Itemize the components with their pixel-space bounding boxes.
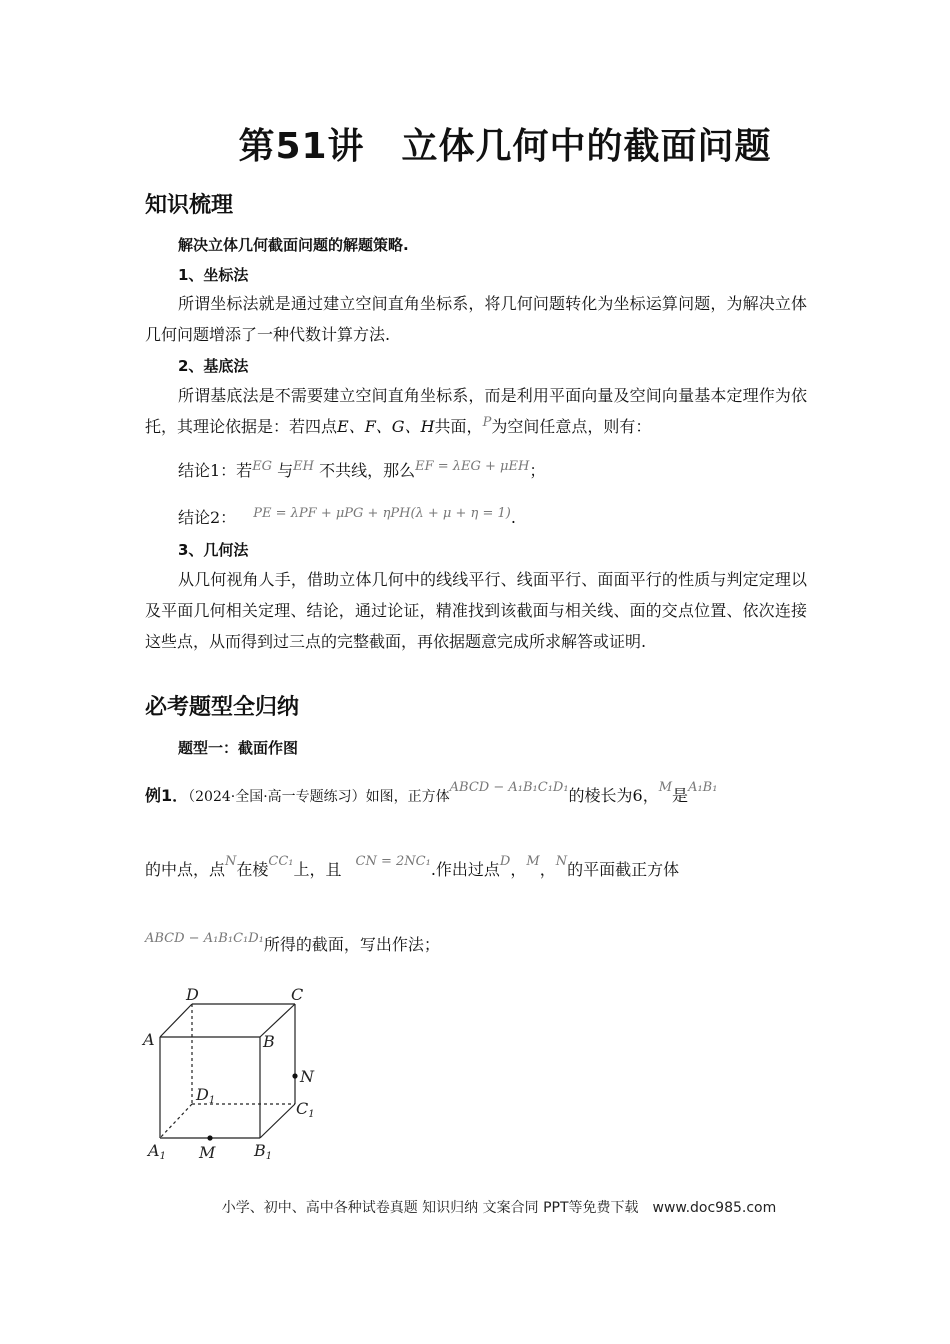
conclusion-1: 结论1：若$^{EG}$ 与$^{EH}$ 不共线，那么$^{EF = \lambda EG + \mu EH}$； <box>178 459 546 480</box>
hidden-edge-d1a1 <box>160 1104 192 1138</box>
example1-line3: $^{ABCD - A_1B_1C_1D_1}$所得的截面，写出作法； <box>145 931 440 954</box>
cube-name: ABCD − A₁B₁C₁D₁ <box>449 780 569 795</box>
page-title: 第51讲 立体几何中的截面问题 <box>238 126 772 167</box>
footer-text: 小学、初中、高中各种试卷真题 知识归纳 文案合同 PPT等免费下载 www.doc985.com <box>221 1200 777 1216</box>
four-points: E、F、G、H <box>337 417 435 436</box>
label-b1: B1 <box>254 1141 273 1162</box>
label-m: M <box>199 1143 216 1162</box>
label-n: N <box>300 1067 314 1086</box>
method1-heading: 1、坐标法 <box>178 266 249 284</box>
vector-eh: EH <box>293 459 314 474</box>
conclusion-2: 结论2： $^{PE = \lambda PF + \mu PG + \eta PH(\lambda + \mu + \eta = 1)}$. <box>178 506 516 527</box>
example1-line2: 的中点，点$^N$在棱$^{CC_1}$上，且 $^{CN = 2NC_1}$.作出过点$^D$，$^M$，$^N$的平面截正方体 <box>145 854 680 879</box>
label-d1: D1 <box>196 1085 216 1106</box>
type1-heading: 题型一：截面作图 <box>178 739 299 757</box>
label-a: A <box>143 1030 155 1049</box>
label-c1: C1 <box>296 1099 315 1120</box>
cube-figure <box>140 982 340 1167</box>
method2-text: 所谓基底法是不需要建立空间直角坐标系，而是利用平面向量及空间向量基本定理作为依托，其理论依据是：若四点E、F、G、H共面，$^P$为空间任意点，则有： <box>145 386 807 436</box>
vector-eg: EG <box>252 459 273 474</box>
point-p: P <box>482 415 492 430</box>
label-d: D <box>186 985 199 1004</box>
section-heading-types: 必考题型全归纳 <box>145 695 300 720</box>
edge-c1b1 <box>260 1104 295 1138</box>
method3-text: 从几何视角人手，借助立体几何中的线线平行、线面平行、面面平行的性质与判定定理以及平面几何相关定理、结论，通过论证，精准找到该截面与相关线、面的交点位置、依次连接这些点，从而得到过三点的完整截面，再依据题意完成所求解答或证明. <box>145 570 807 651</box>
edge-ad <box>160 1004 192 1037</box>
label-a1: A1 <box>148 1141 166 1162</box>
point-n <box>292 1073 297 1078</box>
conclusion-1-formula: EF = λEG + μEH <box>415 459 530 474</box>
point-m <box>207 1135 212 1140</box>
section-heading-knowledge: 知识梳理 <box>145 193 234 218</box>
strategy-intro: 解决立体几何截面问题的解题策略. <box>178 236 409 254</box>
condition: CN = 2NC₁ <box>355 854 431 869</box>
example1-line1: 例1．（2024·全国·高一专题练习）如图，正方体$^{ABCD - A_1B_1C_1D_1}$的棱长为6，$^M$是$^{A_1B_1}$ <box>145 780 718 805</box>
conclusion-2-formula: PE = λPF + μPG + ηPH(λ + μ + η = 1) <box>253 506 511 521</box>
method1-text: 所谓坐标法就是通过建立空间直角坐标系，将几何问题转化为坐标运算问题，为解决立体几何问题增添了一种代数计算方法. <box>145 294 807 344</box>
label-c: C <box>291 985 304 1004</box>
example1-label: 例1． <box>145 786 189 805</box>
label-b: B <box>263 1032 275 1051</box>
method2-heading: 2、基底法 <box>178 357 249 375</box>
method3-heading: 3、几何法 <box>178 541 249 559</box>
